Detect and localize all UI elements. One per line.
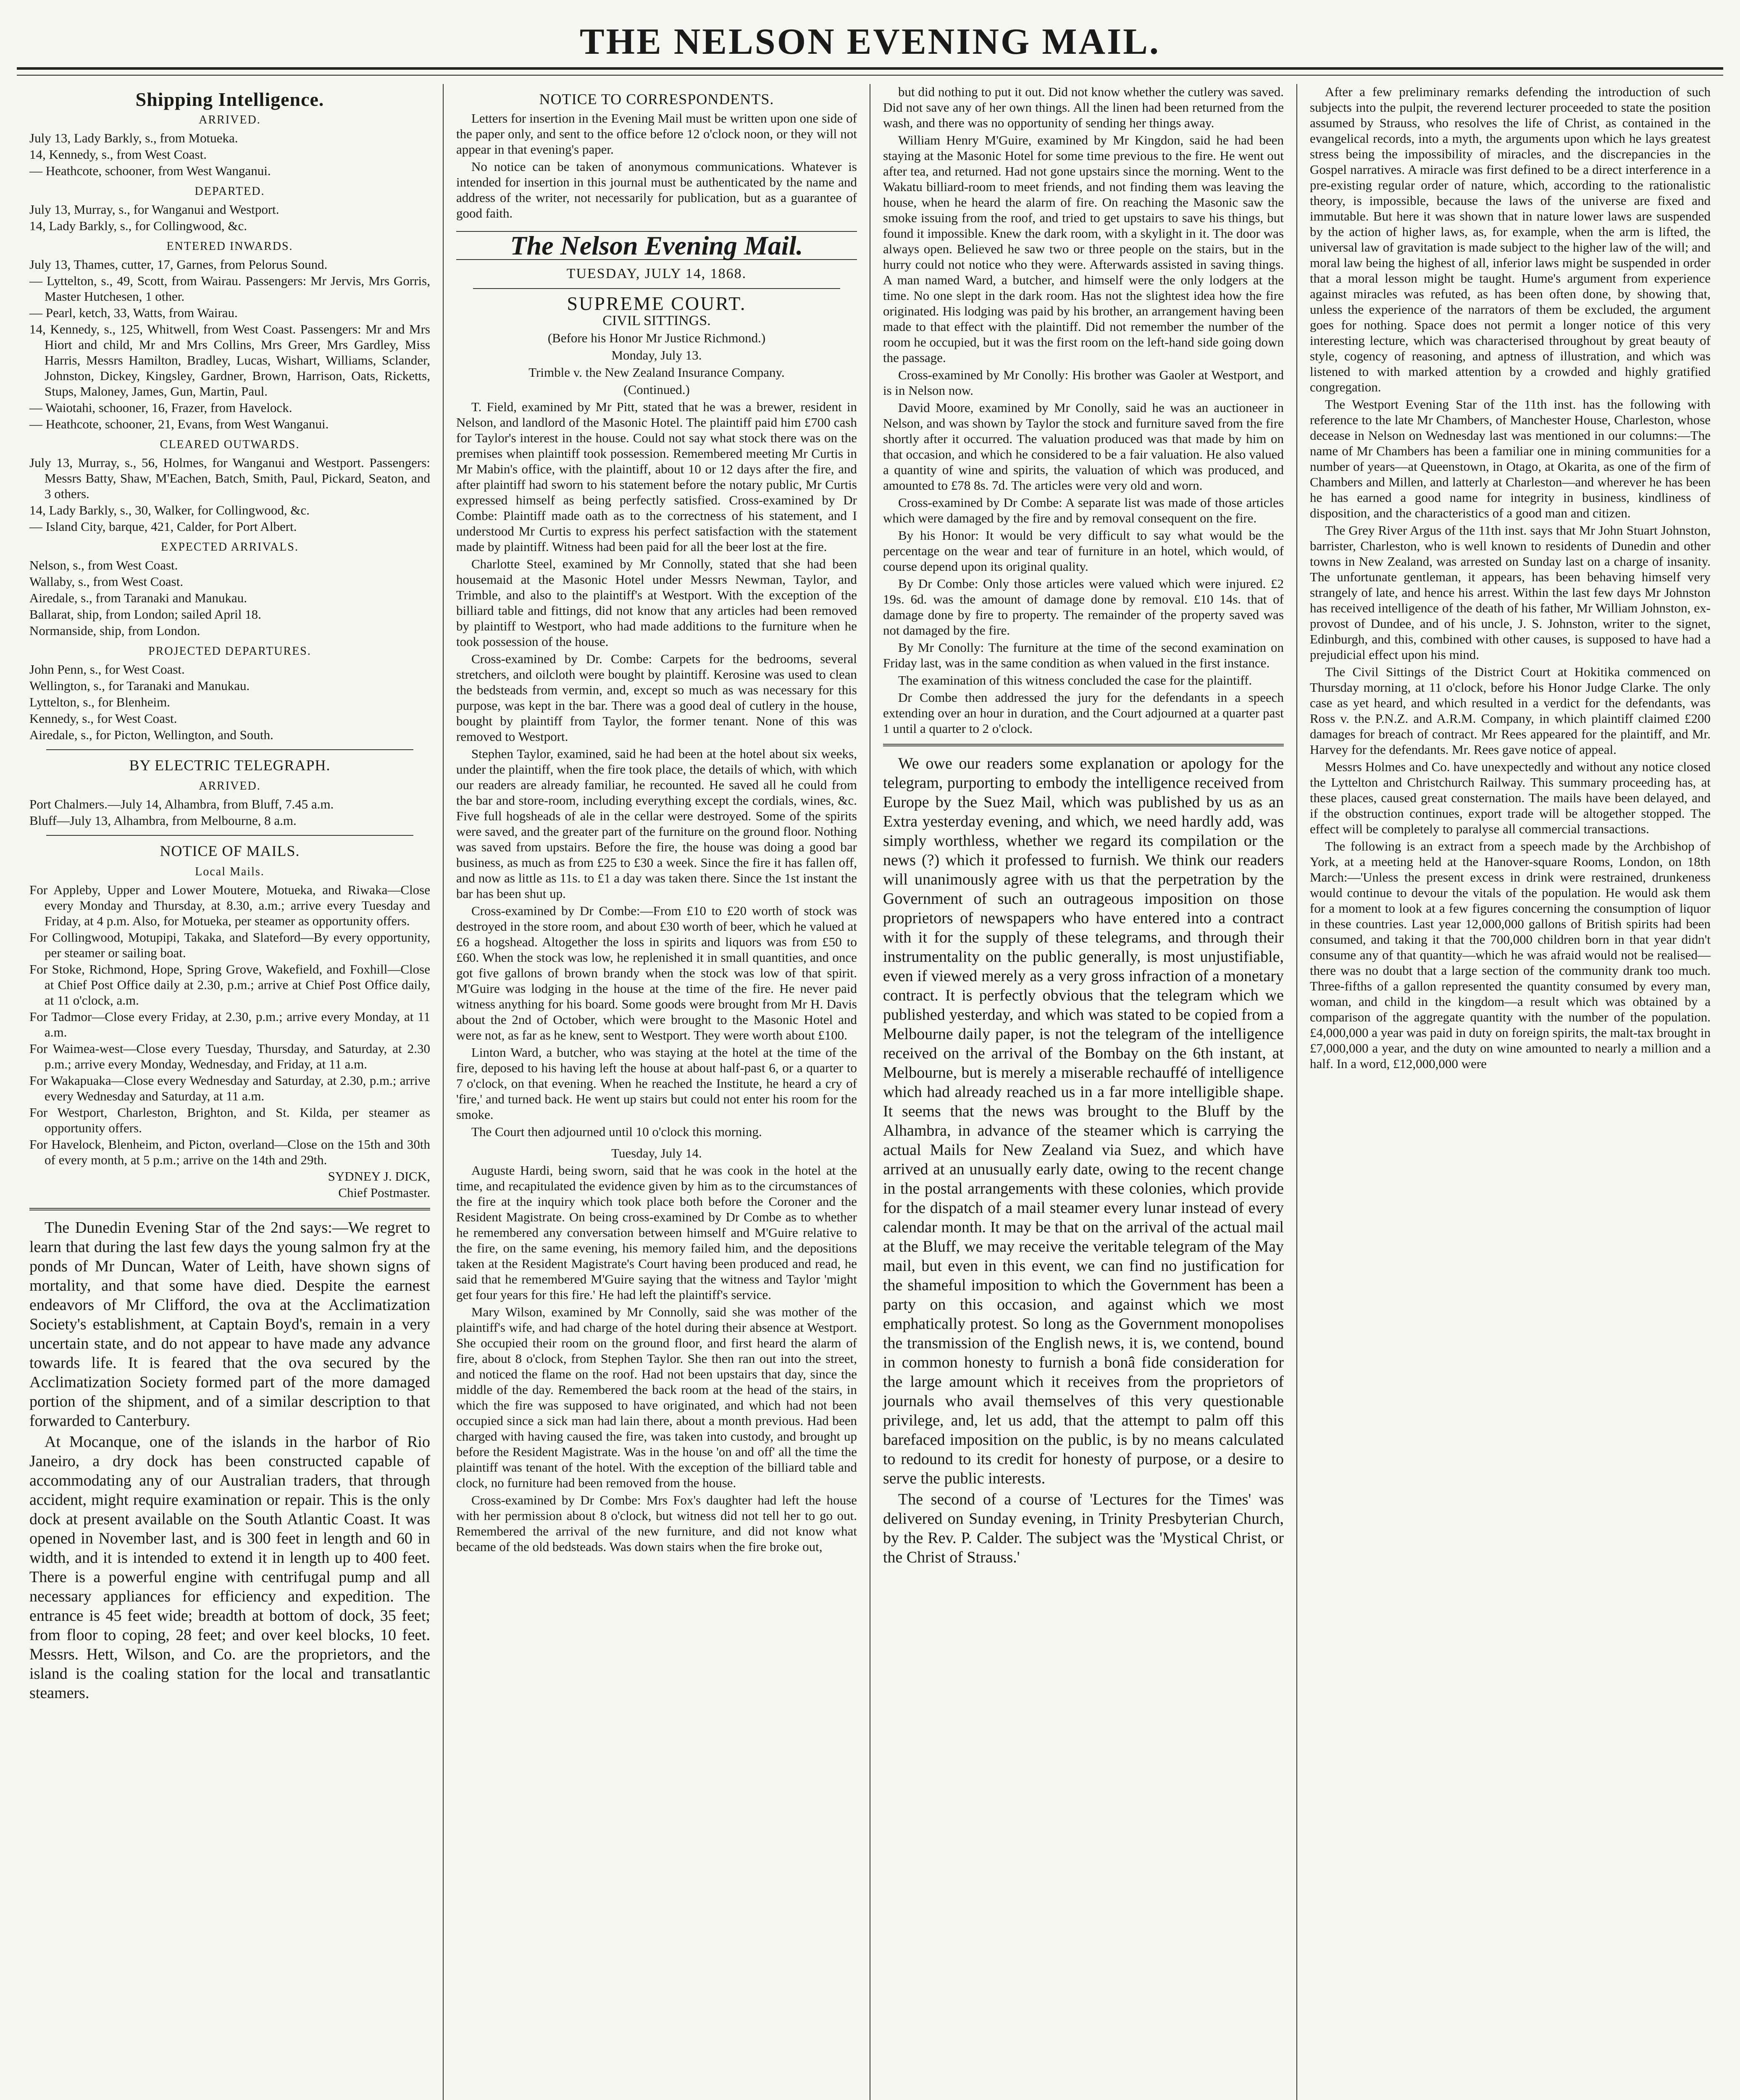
telegraph-list [29,796,430,828]
list-item: — Lyttelton, s., 49, Scott, from Wairau. Passengers: Mr Jervis, Mrs Gorris, Master Hutchesen, 1 other. [29,273,430,304]
list-item: — Island City, barque, 421, Calder, for Port Albert. [29,519,297,534]
paragraph: David Moore, examined by Mr Conolly, said he was an auctioneer in Nelson, and was shown by Taylor the stock and furniture saved from the fire shortly after it occurred. The valuation produced was that made by him on that occasion, and which he considered to be a fair valuation. He also valued a quantity of wine and spirits, the valuation of which was produced, and amounted to £78 8s. 7d. The articles were very old and worn. [883,400,1284,493]
paragraph: Messrs Holmes and Co. have unexpectedly and without any notice closed the Lyttelton and Christchurch Railway. This summary proceeding has, at these places, caused great consternation. The mails have been delayed, and if the obstruction continues, export trade will be altogether stopped. The effect will be completely to paralyse all commercial transactions. [1310,759,1711,836]
paragraph: Cross-examined by Dr. Combe: Carpets for the bedrooms, several stretchers, and oilcloth were bought by plaintiff. Kerosine was used to clean the bedsteads from vermin, and, except so much as was necessary for this purpose, was kept in the bar. There was a good deal of cutlery in the house, bought by plaintiff from Taylor, the former tenant. None of this was removed to Westport. [456,651,857,744]
paragraph: The examination of this witness concluded the case for the plaintiff. [898,673,1252,688]
paragraph: Cross-examined by Dr Combe: Mrs Fox's daughter had left the house with her permission about 8 o'clock, but witness did not tell her to go out. Remembered the arrival of the new furniture, and did not know what became of the old bedsteads. Was down stairs when the fire broke out, [456,1493,857,1554]
paragraph: T. Field, examined by Mr Pitt, stated that he was a brewer, resident in Nelson, and landlord of the Masonic Hotel. The plaintiff paid him £700 cash for Taylor's interest in the house. Could not say what stock there was on the premises when plaintiff took possession. Remembered meeting Mr Curtis in Mr Mabin's office, with the plaintiff, about 10 or 12 days after the fire, and after plaintiff had sworn to his statement before the notary public, Mr Curtis expressed himself as being perfectly satisfied. Cross-examined by Dr Combe: Plaintiff made oath as to the correctness of his statement, and I understood Mr Curtis to express his perfect satisfaction with the statement made by plaintiff. Witness had been paid for all the beer lost at the fire. [456,399,857,554]
list-item: Bluff—July 13, Alhambra, from Melbourne, 8 a.m. [29,813,297,828]
list-item: Wallaby, s., from West Coast. [29,574,184,589]
list-item: Port Chalmers.—July 14, Alhambra, from Bluff, 7.45 a.m. [29,797,334,811]
list-item: Lyttelton, s., for Blenheim. [29,695,170,709]
list-item: 14, Kennedy, s., from West Coast. [29,147,207,162]
list-item: Airedale, s., from Taranaki and Manukau. [29,591,247,605]
paragraph: Cross-examined by Dr Combe:—From £10 to £20 worth of stock was destroyed in the store room, and about £30 worth of beer, which he valued at £6 a hogshead. Altogether the loss in spirits and liquors was from £50 to £60. When the stock was low, he replenished it in small quantities, and once got five gallons of brown brandy when the stock was low of that spirit. M'Guire was lodging in the house at the time of the fire. He never paid witness anything for his board. Some goods were brought from Mr H. Davis about the 2nd of October, which were brought to the Masonic Hotel and were not, as far as he knew, sent to Westport. They were worth about £100. [456,903,857,1042]
list-item: Ballarat, ship, from London; sailed April 18. [29,607,261,622]
court-case: Trimble v. the New Zealand Insurance Company. [528,365,785,380]
column-2 [444,84,870,2100]
paragraph: William Henry M'Guire, examined by Mr Kingdon, said he had been staying at the Masonic Hotel for some time previous to the fire. He went out after tea, and returned. Had not gone upstairs since the morning. Went to the Wakatu billiard-room to meet friends, and not finding them was leaving the house, when he heard the alarm of fire. On reaching the Masonic saw the smoke issuing from the roof, and tried to get upstairs to save his things, but found it impossible. Knew the dark room, with a skylight in it. The door was always open. Believed he saw two or three people on the stairs, but in the hurry could not notice who they were. Afterwards assisted in saving things. A man named Ward, a butcher, and himself were the only lodgers at the time. No one slept in the dark room. Has not the slightest idea how the fire originated. His lodging was paid by his brother, an arrangement having been made to that effect with the plaintiff. Did not remember the number of the room he occupied, but it was the first room on the left-hand side going down the passage. [883,133,1284,365]
paragraph: The Court then adjourned until 10 o'clock this morning. [471,1124,762,1139]
paragraph: The Westport Evening Star of the 11th inst. has the following with reference to the late Mr Chambers, of Manchester House, Charleston, whose decease in Nelson on Wednesday last was mentioned in our columns:—The name of Mr Chambers has been a familiar one in mining communities for a number of years—at Queenstown, in Otago, at Okarita, as one of the firm of Chambers and Millen, and latterly at Charleston—and wherever he has been he has earned a good name for integrity in business, kindliness of disposition, and the characteristics of a good man and citizen. [1310,397,1711,520]
court-paragraphs [456,399,857,1139]
expected-arrivals-list [29,557,430,638]
list-item: For Collingwood, Motupipi, Takaka, and Slateford—By every opportunity, per steamer or sailing boat. [29,930,430,960]
paragraph: The Dunedin Evening Star of the 2nd says:—We regret to learn that during the last few days the young salmon fry at the ponds of Mr Duncan, Water of Leith, have shown signs of mortality, and that some have died. Despite the earnest endeavors of Mr Clifford, the ova at the Acclimatization Society's establishment, at Captain Boyd's, remain in a very uncertain state, and do not appear to have made any advance towards life. It is feared that the ova secured by the Acclimatization Society formed part of the more damaged portion of the shipment, and of a similar description to that forwarded to Canterbury. [29,1219,430,1430]
list-item: Kennedy, s., for West Coast. [29,711,177,726]
list-item: July 13, Thames, cutter, 17, Garnes, from Pelorus Sound. [29,257,328,272]
list-item: For Appleby, Upper and Lower Moutere, Motueka, and Riwaka—Close every Monday and Thursday, at 8.30, a.m.; arrive every Tuesday and Friday, at 4 p.m. Also, for Motueka, per steamer as opportunity offers. [29,882,430,928]
paragraph: By Mr Conolly: The furniture at the time of the second examination on Friday last, was in the same condition as when valued in the first instance. [883,640,1284,670]
paragraph: At Mocanque, one of the islands in the harbor of Rio Janeiro, a dry dock has been constructed capable of accommodating any of our Australian traders, that through accident, might require examination or repair. This is the only dock at present available on the South Atlantic Coast. It was opened in November last, and is 300 feet in length and 60 in width, and it is intended to extend it in length up to 400 feet. There is a powerful engine with centrifugal pump and all necessary appliances for efficiency and expedition. The entrance is 45 feet wide; breadth at bottom of dock, 35 feet; from floor to coping, 28 feet; and over keel blocks, 10 feet. Messrs. Hett, Wilson, and Co. are the proprietors, and the island is the coaling station for the local and transatlantic steamers. [29,1433,430,1702]
court-subtitle: CIVIL SITTINGS. [602,313,711,328]
postmaster-title: Chief Postmaster. [338,1185,430,1200]
paragraph: The second of a course of 'Lectures for the Times' was delivered on Sunday evening, in Trinity Presbyterian Church, by the Rev. P. Calder. The subject was the 'Mystical Christ, or the Christ of Strauss.' [883,1491,1284,1566]
masthead-rule-thin [17,75,1723,76]
telegraph-arrived-heading: ARRIVED. [199,780,261,793]
column-3 [870,84,1297,2100]
list-item: John Penn, s., for West Coast. [29,662,185,677]
masthead-rule [17,67,1723,70]
telegraph-heading: BY ELECTRIC TELEGRAPH. [129,757,331,774]
arrived-list [29,130,430,178]
departed-heading: DEPARTED. [195,185,265,198]
list-item: Nelson, s., from West Coast. [29,558,178,572]
list-item: For Havelock, Blenheim, and Picton, overland—Close on the 15th and 30th of every month, at 5 p.m.; arrive on the 14th and 29th. [29,1137,430,1167]
tuesday-heading: Tuesday, July 14. [611,1146,702,1160]
paragraph: By Dr Combe: Only those articles were valued which were injured. £2 19s. 6d. was the amount of damage done by removal. £10 14s. that of damage done by fire to property. The remainder of the property saved was not damaged by the fire. [883,576,1284,638]
dunedin-paragraphs [29,1218,430,1703]
news-paragraphs [1310,84,1711,1071]
editorial-paragraphs [883,754,1284,1567]
columns [17,84,1723,2100]
list-item: Normanside, ship, from London. [29,623,200,638]
list-item: July 13, Murray, s., for Wanganui and Westport. [29,202,279,217]
list-item: — Heathcote, schooner, from West Wanganui. [29,163,271,178]
court-paragraphs-2 [456,1163,857,1554]
list-item: July 13, Murray, s., 56, Holmes, for Wanganui and Westport. Passengers: Messrs Batty, Shaw, M'Eachen, Batch, Smith, Paul, Pickard, Seaton, and 3 others. [29,455,430,501]
list-item: July 13, Lady Barkly, s., from Motueka. [29,131,238,145]
list-item: Airedale, s., for Picton, Wellington, and South. [29,727,273,742]
court-continued: (Continued.) [623,382,690,397]
list-item: — Heathcote, schooner, 21, Evans, from West Wanganui. [29,417,329,431]
court-day: Monday, July 13. [611,348,702,362]
paragraph: We owe our readers some explanation or apology for the telegram, purporting to embody the intelligence received from Europe by the Suez Mail, which was published by us as an Extra yesterday evening, and which, we need hardly add, was simply worthless, whether we regard its compilation or the news (?) which it professed to furnish. We think our readers will unanimously agree with us that the perpetration by the Government of such an outrageous imposition on those proprietors of newspapers who have entered into a contract with it for the supply of these telegrams, and through their instrumentality on the public generally, is most unjustifiable, even if viewed merely as a very gross infraction of a monetary contract. It is perfectly obvious that the telegram which we published yesterday, and which was stated to be copied from a Melbourne daily paper, is not the telegram of the intelligence received on the arrival of the Bombay on the 6th instant, at Melbourne, but is merely a miserable rechauffé of intelligence which had already reached us in a far more intelligible shape. It seems that the news was brought to the Bluff by the Alhambra, in advance of the steamer which is carrying the actual Mails for New Zealand via Suez, and which have arrived at an unusually early date, owing to the recent change in the postal arrangements with these colonies, which provide for the dispatch of a mail steamer every lunar instead of every calendar month. It may be that on the arrival of the actual mail at the Bluff, we may receive the veritable telegram of the May mail, but even in this event, we can find no justification for the shameful imposition to which the Government has been a party on this occasion, and against which we most emphatically protest. So long as the Government monopolises the transmission of the English news, it is, we contend, bound in common honesty to furnish a bonâ fide consideration for the large amount which it receives from the proprietors of journals who avail themselves of this very questionable privilege, and, let us add, that the attempt to palm off this barefaced imposition on the public, is by no means calculated to redound to its credit for honesty of purpose, or a desire to serve the public interests. [883,755,1284,1487]
issue-date: TUESDAY, JULY 14, 1868. [566,266,747,281]
paragraph: By his Honor: It would be very difficult to say what would be the percentage on the wear and tear of furniture in an hotel, which would, of course depend upon its original quality. [883,528,1284,574]
postmaster-signature: SYDNEY J. DICK, [328,1169,430,1184]
departed-list [29,202,430,234]
cleared-heading: CLEARED OUTWARDS. [160,438,300,451]
projected-departures-heading: PROJECTED DEPARTURES. [148,645,311,658]
entered-list [29,257,430,432]
list-item: 14, Lady Barkly, s., for Collingwood, &c. [29,218,247,233]
list-item: For Waimea-west—Close every Tuesday, Thursday, and Saturday, at 2.30 p.m.; arrive every Monday, Wednesday, and Friday, at 11 a.m. [29,1041,430,1071]
paragraph: Stephen Taylor, examined, said he had been at the hotel about six weeks, under the plaintiff, when the fire took place, the details of which, with which our readers are already familiar, he recounted. He saved all he could from the bar and store-room, including everything except the cordials, wines, &c. Five full hogsheads of ale in the cellar were destroyed. Some of the spirits were saved, and the greater part of the furniture on the ground floor. Nothing was saved from upstairs. Before the fire, the house was doing a good bar business, as much as from £25 to £30 a week. Since the fire it has fallen off, and now as little as 11s. to £1 a day was taken there. Since the 1st instant the bar has been shut up. [456,746,857,901]
court-paragraphs-3 [883,84,1284,736]
paper-title: The Nelson Evening Mail. [456,231,857,260]
list-item: 14, Lady Barkly, s., 30, Walker, for Collingwood, &c. [29,503,310,517]
column-4 [1297,84,1723,2100]
paragraph: but did nothing to put it out. Did not know whether the cutlery was saved. Did not save any of her own things. All the linen had been returned from the wash, and there was no opportunity of sending her things away. [883,84,1284,130]
list-item: For Wakapuaka—Close every Wednesday and Saturday, at 2.30, p.m.; arrive every Wednesday and Saturday, at 11 a.m. [29,1073,430,1103]
paragraph: Cross-examined by Dr Combe: A separate list was made of those articles which were damaged by the fire and by removal consequent on the fire. [883,495,1284,525]
list-item: For Westport, Charleston, Brighton, and St. Kilda, per steamer as opportunity offers. [29,1105,430,1135]
paragraph: Dr Combe then addressed the jury for the defendants in a speech extending over an hour in duration, and the Court adjourned at a quarter past 1 until a quarter to 2 o'clock. [883,690,1284,736]
paragraph: After a few preliminary remarks defending the introduction of such subjects into the pulpit, the reverend lecturer proceeded to state the position assumed by Strauss, who resolves the life of Christ, as contained in the evangelical records, into a myth, the arguments upon which he lays greatest stress being the impossibility of miracles, and the discrepancies in the Gospel narratives. A miracle was first defined to be a direct interference in a pre-existing regular order of nature, which, according to the rationalistic theory, is impossible, because the laws of the universe are fixed and immutable. But here it was shown that in nature lower laws are suspended by the action of higher laws, as, for example, when the arm is lifted, the universal law of gravitation is made subject to the higher law of the will; and moral law being the highest of all, inferior laws might be suspended in order that a moral lesson might be taught. Hume's argument from experience against miracles was refuted, as has been often done, by showing that, unless the experience of the narrators of them be excluded, the argument goes for nothing. Space does not permit a longer notice of this very interesting lecture, which was characterised throughout by great beauty of style, cogency of reasoning, and aptness of illustration, and which was listened to with marked attention by a crowded and highly gratified congregation. [1310,84,1711,394]
court-judge: (Before his Honor Mr Justice Richmond.) [547,331,766,345]
divider [46,835,413,836]
mails-subheading: Local Mails. [195,865,265,878]
expected-arrivals-heading: EXPECTED ARRIVALS. [161,541,299,554]
list-item: Wellington, s., for Taranaki and Manukau. [29,678,250,693]
entered-heading: ENTERED INWARDS. [166,240,293,253]
paragraph: Linton Ward, a butcher, who was staying at the hotel at the time of the fire, deposed to his having left the house at about half-past 6, or a quarter to 7 o'clock, on that evening. When he reached the Institute, he heard a cry of 'fire,' and turned back. He went up stairs but could not enter his room for the smoke. [456,1045,857,1122]
paragraph: Mary Wilson, examined by Mr Connolly, said she was mother of the plaintiff's wife, and had charge of the hotel during their absence at Westport. She occupied their room on the ground floor, and first heard the alarm of fire, about 8 o'clock, from Stephen Taylor. She then ran out into the street, and noticed the flame on the roof. Had not been upstairs that day, since the middle of the day. Remembered the back room at the head of the stairs, in which the fire was supposed to have originated, and which had not been occupied since a sick man had lain there, about a month previous. Had been charged with having caused the fire, was taken into custody, and brought up before the Resident Magistrate. Was in the house 'on and off' all the time the plaintiff was tenant of the hotel. With the exception of the billiard table and clock, no furniture had been removed from the house. [456,1305,857,1490]
list-item: For Tadmor—Close every Friday, at 2.30, p.m.; arrive every Monday, at 11 a.m. [29,1009,430,1040]
arrived-heading: ARRIVED. [199,113,261,126]
mails-list [29,882,430,1168]
divider [883,744,1284,746]
list-item: For Stoke, Richmond, Hope, Spring Grove, Wakefield, and Foxhill—Close at Chief Post Office daily at 2.30, p.m.; arrive at Chief Post Office daily, at 11 o'clock, a.m. [29,962,430,1008]
paragraph: The Civil Sittings of the District Court at Hokitika commenced on Thursday morning, at 11 o'clock, before his Honor Judge Clarke. The only case as yet heard, and which resulted in a verdict for the defendants, was Ross v. the P.N.Z. and A.R.M. Company, in which plaintiff claimed £200 damages for breach of contract. Mr Rees appeared for the plaintiff, and Mr. Harvey for the defendants. Mr. Rees gave notice of appeal. [1310,664,1711,757]
divider [473,288,840,289]
notice-heading: NOTICE TO CORRESPONDENTS. [539,91,774,108]
masthead: THE NELSON EVENING MAIL. [579,21,1160,62]
mails-heading: NOTICE OF MAILS. [160,843,300,859]
notice-paragraphs [456,110,857,221]
list-item: 14, Kennedy, s., 125, Whitwell, from West Coast. Passengers: Mr and Mrs Hiort and child, Mr and Mrs Collins, Mrs Greer, Mrs Gardley, Miss Harris, Messrs Hamilton, Bradley, Lucas, Wishart, Williams, Sclander, Johnston, Dickey, Kingsley, Gardner, Brown, Harrison, Oats, Ricketts, Stups, Maloney, James, Gun, Martin, Paul. [29,322,430,399]
paragraph: Auguste Hardi, being sworn, said that he was cook in the hotel at the time, and recapitulated the evidence given by him as to the circumstances of the fire at the inquiry which took place both before the Coroner and the Resident Magistrate. On being cross-examined by Dr Combe as to whether he remembered any conversation between himself and M'Guire relative to the fire, on the same evening, his memory failed him, and the depositions taken at the Resident Magistrate's Court having been produced and read, he said that he remembered M'Guire saying that the witness and Taylor 'might get four years for this fire.' He had left the plaintiff's service. [456,1163,857,1302]
paragraph: No notice can be taken of anonymous communications. Whatever is intended for insertion in this journal must be authenticated by the name and address of the writer, not necessarily for publication, but as a guarantee of good faith. [456,159,857,220]
court-title: SUPREME COURT. [567,293,746,314]
divider [29,1208,430,1210]
projected-departures-list [29,662,430,743]
cleared-list [29,455,430,534]
column-1 [17,84,444,2100]
list-item: — Waiotahi, schooner, 16, Frazer, from Havelock. [29,400,292,415]
paragraph: Letters for insertion in the Evening Mail must be written upon one side of the paper only, and sent to the office before 12 o'clock noon, or they will not appear in that evening's paper. [456,111,857,157]
paragraph: Charlotte Steel, examined by Mr Connolly, stated that she had been housemaid at the Masonic Hotel under Messrs Newman, Taylor, and Trimble, and also to the plaintiff's at Westport. With the exception of the billiard table and fittings, did not know that any articles had been removed by plaintiff to Westport, who had made additions to the furniture when he took possession of the house. [456,556,857,649]
list-item: — Pearl, ketch, 33, Watts, from Wairau. [29,305,238,320]
paragraph: Cross-examined by Mr Conolly: His brother was Gaoler at Westport, and is in Nelson now. [883,368,1284,398]
shipping-title: Shipping Intelligence. [135,89,324,110]
divider [46,749,413,750]
paragraph: The Grey River Argus of the 11th inst. says that Mr John Stuart Johnston, barrister, Charleston, who is well known to residents of Dunedin and other towns in New Zealand, was arrested on Sunday last on a charge of insanity. The unfortunate gentleman, it appears, has been behaving himself very strangely of late, and hence his arrest. Within the last few days Mr Johnston has received intelligence of the death of his father, Mr William Johnston, ex-provost of Dundee, and of his uncle, J. S. Johnston, writer to the signet, Edinburgh, and this, combined with other causes, is supposed to have had a prejudicial effect upon his mind. [1310,523,1711,662]
paragraph: The following is an extract from a speech made by the Archbishop of York, at a meeting held at the Hanover-square Rooms, London, on 18th March:—'Unless the present excess in drink were restrained, drunkeness would continue to devour the vitals of the population. He would ask them for a moment to look at a few figures concerning the consumption of liquor in these countries. Last year 12,000,000 gallons of British spirits had been consumed, and taking it that the 700,000 children born in that year didn't consume any of that quantity—which he was afraid would not be realised—there was no doubt that a large section of the community drank too much. Three-fifths of a gallon represented the quantity consumed by every man, woman, and child in the kingdom—a result which was obtained by a comparison of the aggregate quantity with the number of the population. £4,000,000 a year was paid in duty on foreign spirits, the malt-tax brought in £7,000,000 a year, and the duty on wine amounted to nearly a million and a half. In a word, £12,000,000 were [1310,839,1711,1071]
